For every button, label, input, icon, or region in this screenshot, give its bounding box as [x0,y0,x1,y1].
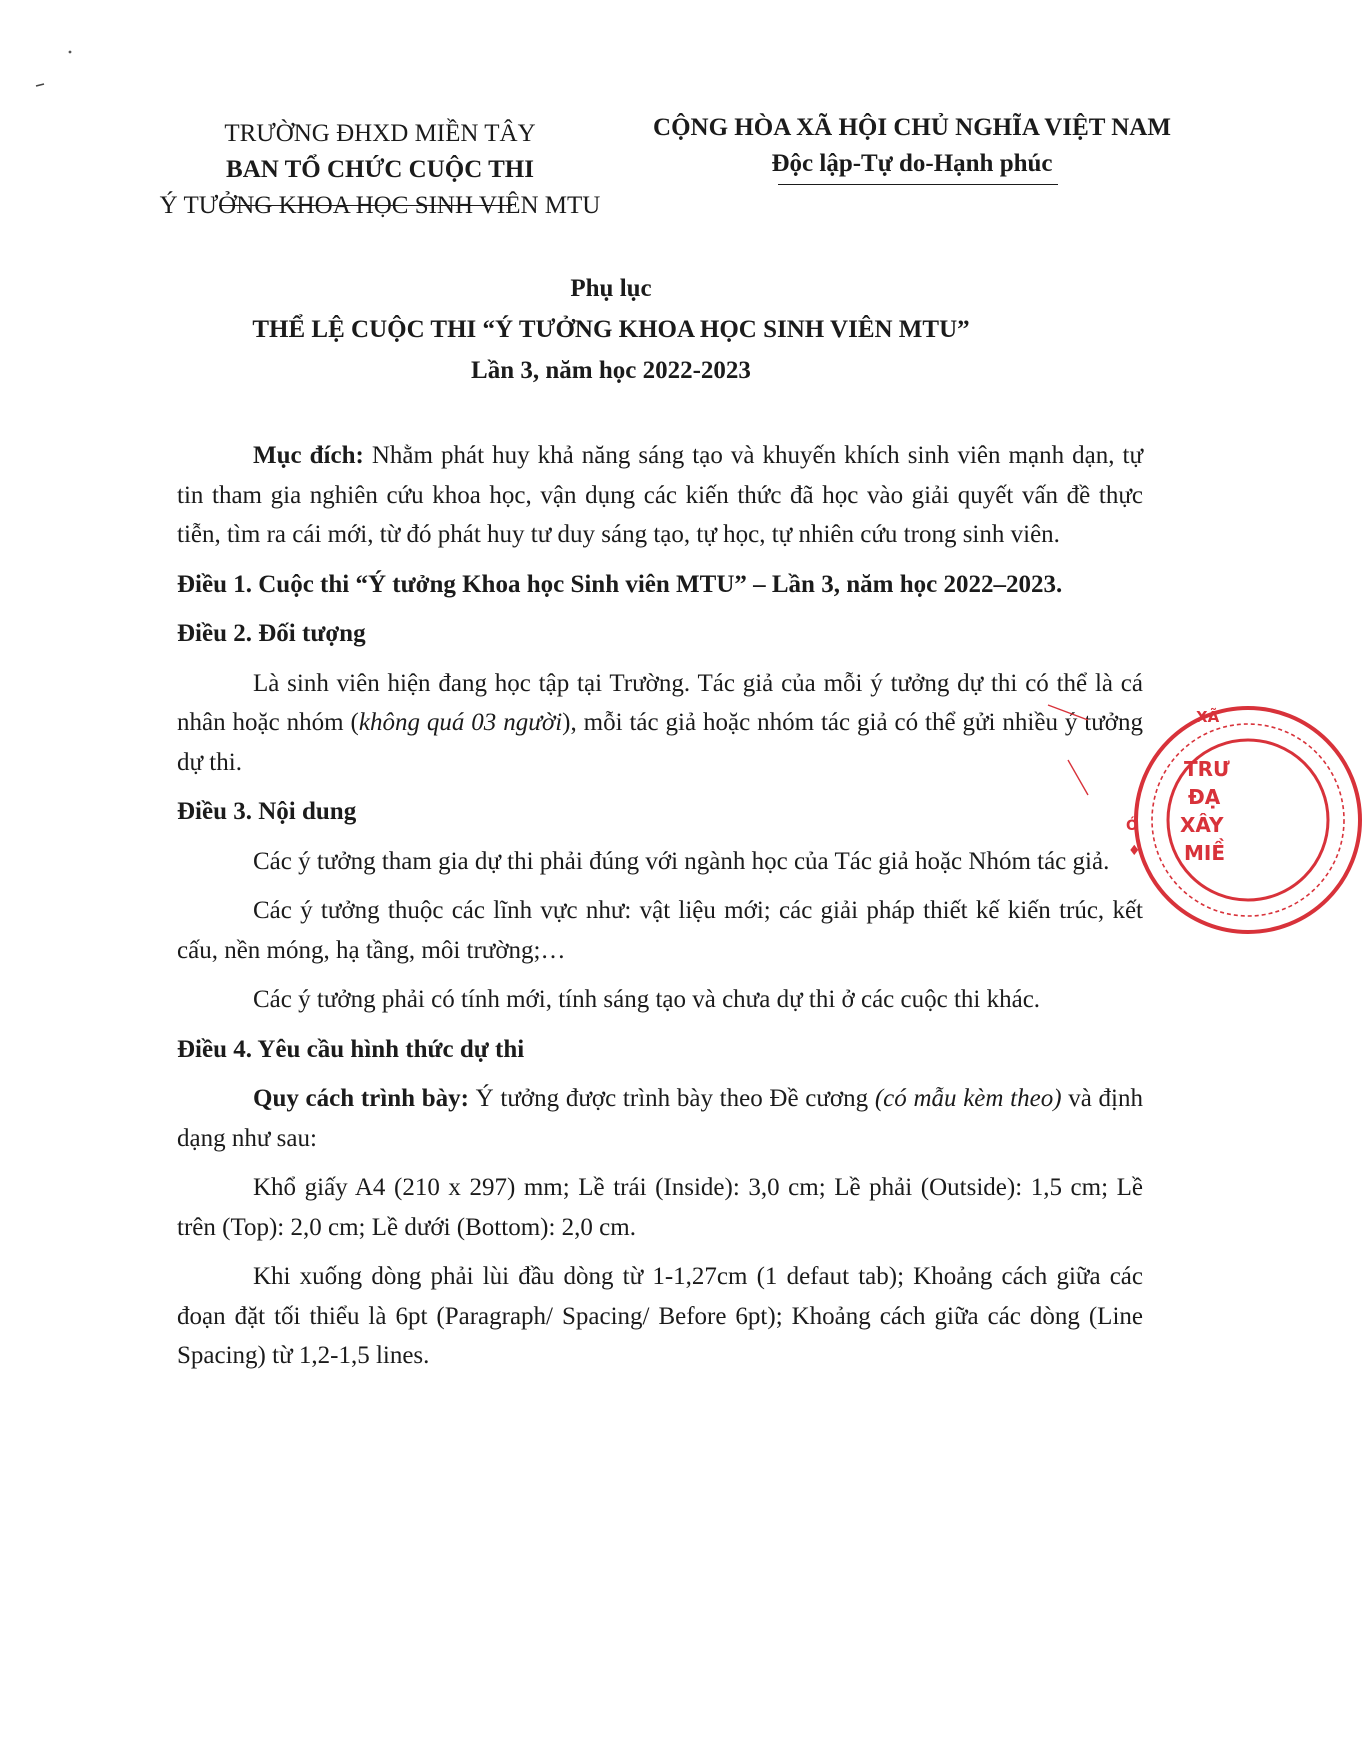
document-title [150,268,1072,391]
contest-name: Ý TƯỞNG KHOA HỌC SINH VIÊN MTU [159,192,601,219]
article-3-paragraph-3: Các ý tưởng phải có tính mới, tính sáng tạo và chưa dự thi ở các cuộc thi khác. [253,986,1041,1013]
svg-text:MIỀ: MIỀ [1184,841,1226,865]
article-4-heading: Điều 4. Yêu cầu hình thức dự thi [177,1035,525,1063]
svg-text:XÃ: XÃ [1196,708,1220,726]
format-text-2: và định dạng như sau: [177,1085,1143,1152]
article-2-text-a: Là sinh viên hiện đang học tập tại Trường. Tác giả của mỗi ý tưởng dự thi có thể là cá nhân hoặc nhóm ( [177,669,1143,736]
purpose-paragraph [177,436,1143,555]
article-3-heading: Điều 3. Nội dung [177,798,357,825]
organizing-committee: BAN TỔ CHỨC CUỘC THI [226,156,534,183]
national-header [622,110,1202,182]
format-label: Quy cách trình bày: [253,1085,469,1112]
article-4-spacing: Khi xuống dòng phải lùi đầu dòng từ 1-1,27cm (1 defaut tab); Khoảng cách giữa các đoạn đặt tối thiểu là 6pt (Paragraph/ Spacing/ Before 6pt); Khoảng cách giữa các dòng (Line Spacing) từ 1,2-1,5 lines. [177,1263,1143,1369]
appendix-label: Phụ lục [570,275,652,302]
motto-underline [778,184,1058,185]
purpose-text: Nhằm phát huy khả năng sáng tạo và khuyến khích sinh viên mạnh dạn, tự tin tham gia nghiên cứu khoa học, vận dụng các kiến thức đã học vào giải quyết vấn đề thực tiễn, tìm ra cái mới, từ đó phát huy tư duy sáng tạo, tự học, tự nhiên cứu trong sinh viên. [177,442,1143,548]
article-2-text-b: ), mỗi tác giả hoặc nhóm tác giả có thể gửi nhiều ý tưởng dự thi. [177,709,1144,776]
purpose-label: Mục đích: [253,442,364,469]
article-3-paragraph-2: Các ý tưởng thuộc các lĩnh vực như: vật liệu mới; các giải pháp thiết kế kiến trúc, kết cấu, nền móng, hạ tầng, môi trường;… [177,897,1143,964]
article-2-paragraph [177,664,1143,783]
svg-text:♦: ♦ [1128,843,1141,859]
article-2-limit: không quá 03 người [358,709,563,736]
header-left-underline [219,205,512,206]
svg-text:TRƯ: TRƯ [1184,757,1230,781]
official-stamp [1128,700,1368,940]
rules-title: THỂ LỆ CUỘC THI “Ý TƯỞNG KHOA HỌC SINH VIÊN MTU” [252,316,970,343]
format-text: Ý tưởng được trình bày theo Đề cương [468,1085,875,1112]
svg-text:Ó: Ó [1126,818,1138,834]
document-body [177,436,1143,1386]
country-name: CỘNG HÒA XÃ HỘI CHỦ NGHĨA VIỆT NAM [653,114,1171,141]
article-2-heading: Điều 2. Đối tượng [177,620,366,647]
article-4-paper-margins: Khổ giấy A4 (210 x 297) mm; Lề trái (Inside): 3,0 cm; Lề phải (Outside): 1,5 cm; Lề trên (Top): 2,0 cm; Lề dưới (Bottom): 2,0 cm. [177,1174,1143,1241]
article-1-heading: Điều 1. Cuộc thi “Ý tưởng Khoa học Sinh viên MTU” – Lần 3, năm học 2022–2023. [177,570,1063,598]
national-motto: Độc lập-Tự do-Hạnh phúc [771,150,1053,177]
school-name: TRƯỜNG ĐHXD MIỀN TÂY [224,120,536,147]
article-4-format-paragraph [177,1079,1143,1158]
organization-header [140,116,620,224]
format-template-note: (có mẫu kèm theo) [874,1085,1062,1112]
svg-text:ĐẠ: ĐẠ [1188,785,1221,809]
svg-text:XÂY: XÂY [1180,813,1224,837]
edition-line: Lần 3, năm học 2022-2023 [471,357,751,384]
article-3-paragraph-1: Các ý tưởng tham gia dự thi phải đúng với ngành học của Tác giả hoặc Nhóm tác giả. [253,847,1110,875]
